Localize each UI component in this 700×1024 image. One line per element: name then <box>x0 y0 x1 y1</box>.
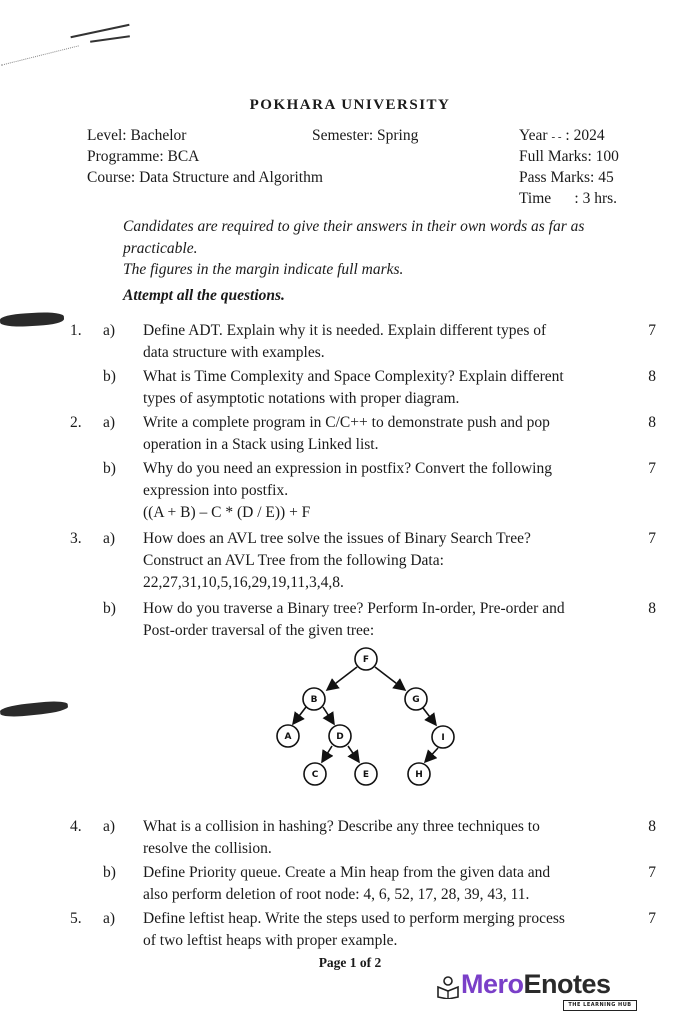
question-line: also perform deletion of root node: 4, 6, 52, 17, 28, 39, 43, 11. <box>143 886 530 903</box>
question-marks: 7 <box>648 322 656 339</box>
question-line: data structure with examples. <box>143 344 325 361</box>
tree-node-label: H <box>415 770 423 780</box>
tree-edge-g-i <box>423 708 436 725</box>
question-number: 3. <box>70 530 82 547</box>
question-number: 2. <box>70 414 82 431</box>
question-text <box>143 908 619 952</box>
tree-node-label: E <box>362 770 370 780</box>
full-marks: Full Marks: 100 <box>519 148 619 165</box>
question-marks: 8 <box>648 818 656 835</box>
question-line: What is a collision in hashing? Describe any three techniques to <box>143 818 540 835</box>
university-title: POKHARA UNIVERSITY <box>249 97 451 113</box>
tree-node-label: C <box>311 770 319 780</box>
instruction-1: Candidates are required to give their answers in their own words as far as practicable. <box>123 218 585 257</box>
question-number: 4. <box>70 818 82 835</box>
question-line: Write a complete program in C/C++ to demonstrate push and pop <box>143 414 550 431</box>
tree-edge-f-g <box>375 667 405 690</box>
meroenotes-logo <box>437 967 652 1013</box>
question-marks: 8 <box>648 600 656 617</box>
question-marks: 7 <box>648 910 656 927</box>
question-marks: 7 <box>648 864 656 881</box>
course: Course: Data Structure and Algorithm <box>87 169 323 186</box>
book-user-icon <box>437 975 459 999</box>
year-value: : 2024 <box>565 127 605 144</box>
question-line: Post-order traversal of the given tree: <box>143 622 375 639</box>
tree-node-label: F <box>362 655 370 665</box>
question-sub: a) <box>103 530 116 547</box>
question-marks: 8 <box>648 368 656 385</box>
question-text <box>143 458 619 524</box>
programme: Programme: BCA <box>87 148 200 165</box>
tree-node-label: I <box>441 733 445 743</box>
scan-ink-blot-1 <box>0 311 64 327</box>
question-sub: a) <box>103 910 116 927</box>
question-text <box>143 412 619 456</box>
question-line: Define leftist heap. Write the steps used to perform merging process <box>143 910 565 927</box>
question-sub: b) <box>103 460 116 477</box>
time: Time : 3 hrs. <box>519 190 618 207</box>
scan-dots-top <box>1 45 79 66</box>
tree-edge-d-c <box>322 746 332 762</box>
instruction-2: The figures in the margin indicate full marks. <box>123 261 404 278</box>
question-marks: 7 <box>648 460 656 477</box>
brand-enotes: Enotes <box>523 969 611 999</box>
brand-mero: Mero <box>461 969 524 999</box>
year-row <box>519 125 605 148</box>
question-sub: b) <box>103 864 116 881</box>
tree-node-label: G <box>412 695 420 705</box>
tree-edge-f-b <box>327 667 357 690</box>
page-number: Page 1 of 2 <box>318 955 382 970</box>
tree-node-label: D <box>336 732 344 742</box>
scan-ink-blot-2 <box>0 699 68 718</box>
tree-edge-d-e <box>348 746 359 762</box>
question-text <box>143 862 619 906</box>
question-text <box>143 366 619 410</box>
question-line: Construct an AVL Tree from the following Data: <box>143 552 444 569</box>
question-line: Why do you need an expression in postfix? Convert the following <box>143 460 552 477</box>
question-sub: a) <box>103 322 116 339</box>
year-label: Year <box>519 127 548 144</box>
question-text <box>143 528 619 594</box>
tree-edge-i-h <box>425 748 438 762</box>
binary-tree-diagram <box>260 642 480 792</box>
question-line: expression into postfix. <box>143 482 289 499</box>
question-line: types of asymptotic notations with proper diagram. <box>143 390 460 407</box>
tree-edge-b-d <box>323 707 334 724</box>
level: Level: Bachelor <box>87 127 187 144</box>
question-line: How does an AVL tree solve the issues of Binary Search Tree? <box>143 530 531 547</box>
year-blank: - - <box>551 131 562 143</box>
question-sub: b) <box>103 368 116 385</box>
tree-node-label: A <box>284 732 292 742</box>
question-number: 1. <box>70 322 82 339</box>
question-line: resolve the collision. <box>143 840 272 857</box>
question-marks: 8 <box>648 414 656 431</box>
question-line: operation in a Stack using Linked list. <box>143 436 379 453</box>
question-text <box>143 320 619 364</box>
question-text <box>143 598 619 642</box>
tree-node-label: B <box>310 695 318 705</box>
pass-marks: Pass Marks: 45 <box>519 169 614 186</box>
question-text <box>143 816 619 860</box>
scan-scribble-top-2 <box>90 35 130 43</box>
question-number: 5. <box>70 910 82 927</box>
question-line: How do you traverse a Binary tree? Perform In-order, Pre-order and <box>143 600 565 617</box>
question-line: What is Time Complexity and Space Complexity? Explain different <box>143 368 564 385</box>
question-line: ((A + B) – C * (D / E)) + F <box>143 504 311 521</box>
question-marks: 7 <box>648 530 656 547</box>
question-sub: a) <box>103 818 116 835</box>
semester: Semester: Spring <box>312 127 419 144</box>
question-line: of two leftist heaps with proper example. <box>143 932 398 949</box>
instruction-3: Attempt all the questions. <box>123 287 285 304</box>
question-sub: a) <box>103 414 116 431</box>
question-line: Define ADT. Explain why it is needed. Explain different types of <box>143 322 547 339</box>
brand-tagline: THE LEARNING HUB <box>563 1000 637 1011</box>
question-line: Define Priority queue. Create a Min heap from the given data and <box>143 864 551 881</box>
question-line: 22,27,31,10,5,16,29,19,11,3,4,8. <box>143 574 344 591</box>
question-sub: b) <box>103 600 116 617</box>
tree-edge-b-a <box>293 707 306 724</box>
